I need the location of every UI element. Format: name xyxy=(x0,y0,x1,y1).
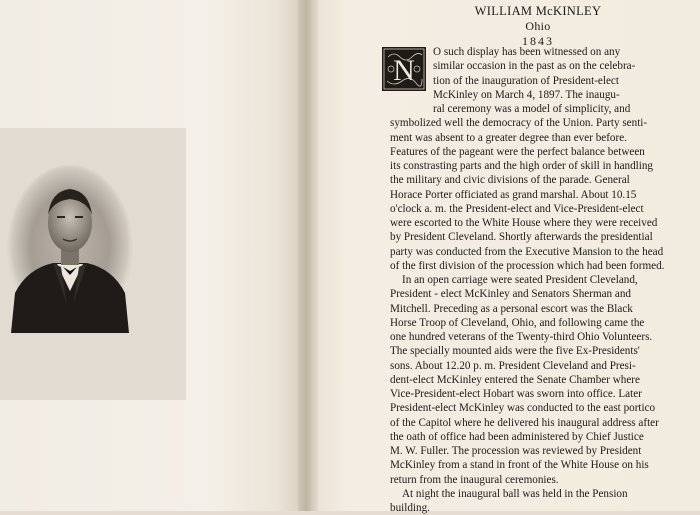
ornamental-initial-icon xyxy=(382,47,426,91)
subject-year: 1843 xyxy=(522,34,554,48)
text-line: o'clock a. m. the President-elect and Vice-President-elect xyxy=(390,202,644,215)
text-line: McKinley from a stand in front of the White House on his xyxy=(390,459,649,472)
text-line: of the Capitol where he delivered his inaugural address after xyxy=(390,416,659,429)
text-line: At night the inaugural ball was held in the Pension xyxy=(402,487,628,500)
text-line: by President Cleveland. Shortly afterwards the presidential xyxy=(390,231,653,244)
text-line: were escorted to the White House where they were received xyxy=(390,217,658,229)
text-line: the military and civic divisions of the parade. General xyxy=(390,174,630,187)
text-line: Features of the pageant were the perfect balance between xyxy=(390,145,645,158)
text-line: of the first division of the procession which had been formed. xyxy=(390,259,665,272)
text-line: President - elect McKinley and Senators Sherman and xyxy=(390,288,632,301)
text-line: similar occasion in the past as on the celebra- xyxy=(433,60,636,73)
text-line: President-elect McKinley was conducted to the east portico xyxy=(390,402,656,415)
text-line: McKinley on March 4, 1897. The inaugu- xyxy=(433,88,620,101)
text-line: return from the inaugural ceremonies. xyxy=(390,473,559,486)
text-line: one hundred veterans of the Twenty-third Ohio Volunteers. xyxy=(390,331,653,343)
text-line: dent-elect McKinley entered the Senate Chamber where xyxy=(390,373,640,386)
text-line: building. xyxy=(390,502,430,514)
text-line: the oath of office had been administered by Chief Justice xyxy=(390,430,644,443)
paragraph-1-opening xyxy=(433,45,635,102)
text-line: sons. About 12.20 p. m. President Cleveland and Presi- xyxy=(390,359,636,372)
subject-state: Ohio xyxy=(525,19,551,33)
text-line: In an open carriage were seated President Cleveland, xyxy=(402,274,638,286)
text-line: tion of the inauguration of President-elect xyxy=(433,74,619,87)
text-line: ral ceremony was a model of simplicity, and xyxy=(433,103,631,115)
dropcap-letter: N xyxy=(393,54,415,87)
text-line: Vice-President-elect Hobart was sworn into office. Later xyxy=(390,388,642,400)
engraved-portrait-icon xyxy=(7,165,133,333)
text-line: M. W. Fuller. The procession was reviewed by President xyxy=(390,445,642,457)
text-line: Mitchell. Preceding as a personal escort was the Black xyxy=(390,302,633,315)
paragraph-1-continued xyxy=(390,102,664,515)
text-line: party was conducted from the Executive Mansion to the head xyxy=(390,245,664,258)
text-line: its constrasting parts and the high order of skill in handling xyxy=(390,160,654,172)
text-line: ment was absent to a greater degree than ever before. xyxy=(390,131,627,144)
text-line: symbolized well the democracy of the Union. Party senti- xyxy=(390,117,648,130)
text-line: Horace Porter officiated as grand marshal. About 10.15 xyxy=(390,188,637,201)
subject-name: WILLIAM McKINLEY xyxy=(474,4,602,18)
text-line: The specially mounted aids were the five Ex-Presidents' xyxy=(390,345,640,358)
text-line: O such display has been witnessed on any xyxy=(433,46,621,58)
text-line: Horse Troop of Cleveland, Ohio, and following came the xyxy=(390,316,645,329)
